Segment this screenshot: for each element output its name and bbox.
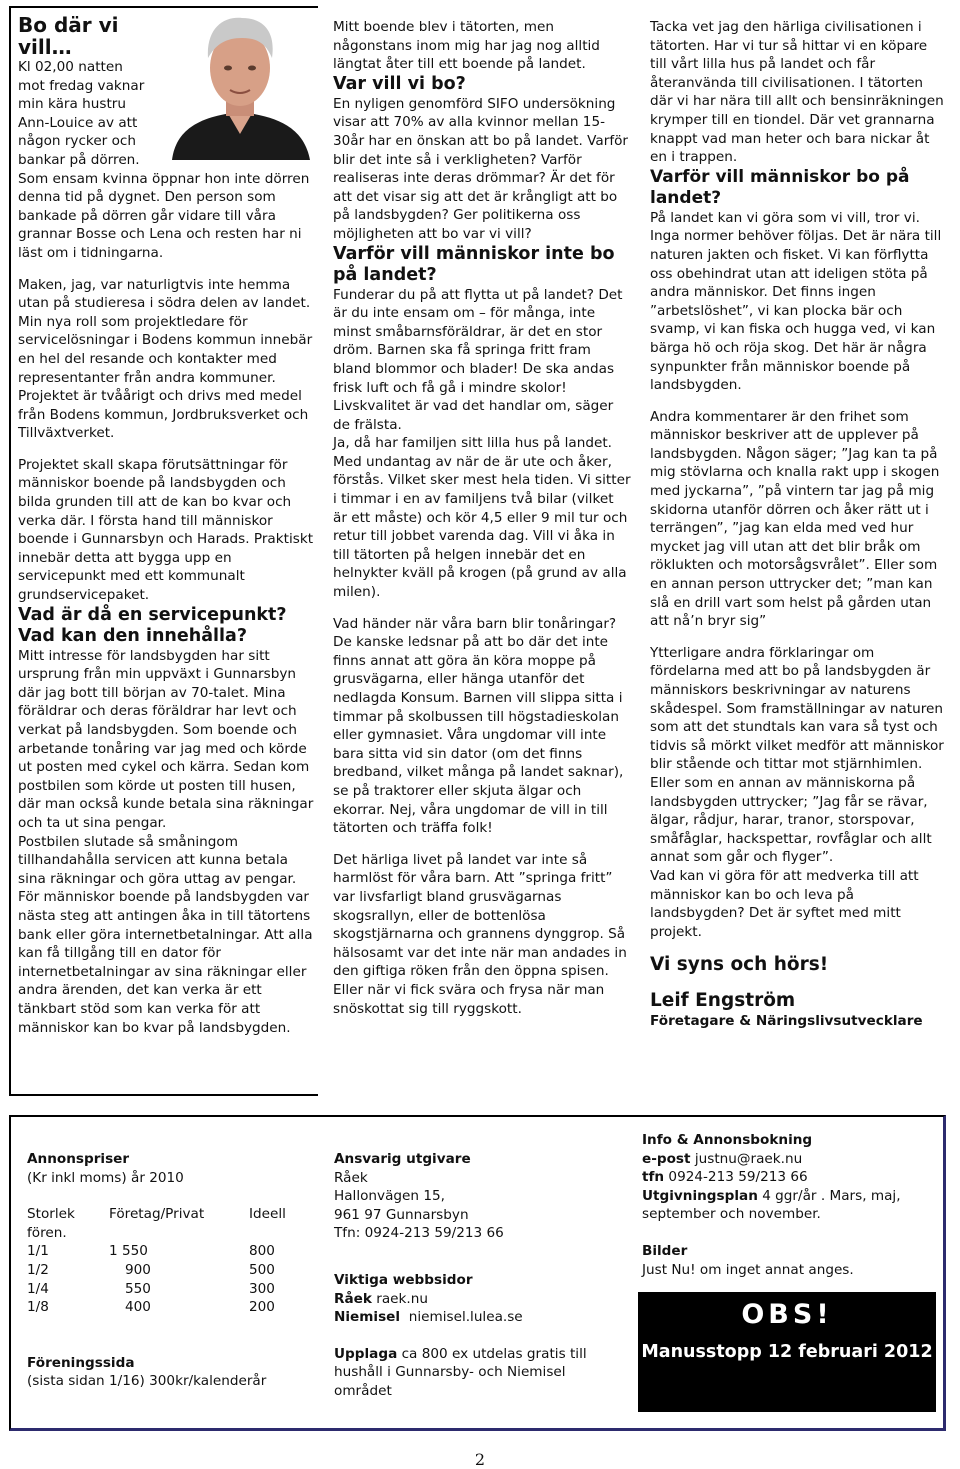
signoff: Vi syns och hörs!	[650, 954, 829, 976]
ad-prices	[27, 1150, 317, 1391]
intro-line: mot fredag vaknar	[18, 77, 145, 94]
table-row	[27, 1242, 286, 1261]
paragraph: Mitt intresse för landsbygden har sitt ursprung från min uppväxt i Gunnarsbyn där jag bott till början av 70-talet. Mina föräldrar och deras föräldrar har levt och verkat på landsbygden. Som boende och arbetande tonåring var jag med och körde ut posten med cykel och kärra. Sedan kom postbilen som körde ut posten till husen, där man också kunde betala sina räkningar och ta ut sina pengar.	[18, 647, 314, 831]
publisher-info	[334, 1150, 624, 1401]
table-header: Storlek	[27, 1206, 75, 1223]
prices-title: Annonspriser	[27, 1151, 130, 1167]
paragraph: En nyligen genomförd SIFO undersökning visar att 70% av alla kvinnor mellan 15-30år har en önskan att bo på landet. Varför blir det inte så i verkligheten? Varför realiseras inte deras drömmar? Är det för att det visar sig att det är krångligt att bo på landsbygden? Ger politikerna oss möjligheten att bo var vi vill?	[333, 95, 629, 242]
plan-value: 4 ggr/år . Mars, maj, september och november.	[642, 1187, 901, 1223]
table-cell: 1/1	[27, 1243, 49, 1260]
table-header: fören.	[27, 1224, 67, 1241]
paragraph: Tacka vet jag den härliga civilisationen i tätorten. Har vi tur så hittar vi en köpare till vårt lilla hus på landet och får återanvända till civilisationen. I tätorten där vi har nära till allt och bensinräkningen krymper till en tiondel. Där vet grannarna knappt vad man heter och bara nickar åt en i trappen.	[650, 19, 944, 166]
paragraph: Ytterligare andra förklaringar om fördelarna med att bo på landsbygden är människors beskrivningar av naturens skådespel. Som framställningar av naturen som att det stundtals kan vara så tyst och tidvis så mörkt vilket medför att människor blir stående och tittar mot stjärnhimlen. Eller som en annan av människorna på landsbygden uttrycker; ”Jag får se rävar, älgar, rådjur, harar, tranor, storspovar, småfåglar, hackspettar, rovfåglar och allt annat som går och flyger”.	[650, 644, 944, 866]
table-cell: 1 550	[109, 1243, 148, 1260]
section-heading: Varför vill människor bo på landet?	[650, 166, 910, 208]
obs-text: Manusstopp 12 februari 2012	[641, 1342, 933, 1362]
website-link[interactable]: niemisel.lulea.se	[408, 1309, 523, 1326]
table-header-row	[27, 1205, 286, 1224]
section-heading: Var vill vi bo?	[333, 73, 466, 94]
table-cell: 1/2	[27, 1261, 49, 1278]
table-cell: 900	[125, 1261, 151, 1278]
paragraph: Funderar du på att flytta ut på landet? Det är du inte ensam om – för många, inte minst småbarnsföräldrar, är det en stor dröm. Barnen ska få springa fritt fram bland blommor och blader! De ska andas frisk luft och få gå i mindre skolor! Livskvalitet är vad det handlar om, säger de frälsta.	[333, 286, 623, 433]
paragraph: Vad händer när våra barn blir tonåringar? De kanske ledsnar på att bo där det inte finns annat att göra än köra moppe på grusvägarna, eller hänga utanför det nedlagda Konsum. Barnen vill slippa sitta i timmar på skolbussen till högstadieskolan eller gymnasiet. Våra ungdomar vill inte bara sitta vid sin dator (om det finns bredband, vilket många på landet saknar), se på traktorer eller skjuta älgar och ekorrar. Nej, våra ungdomar de vill in till tätorten och träffa folk!	[333, 615, 624, 837]
paragraph: Som ensam kvinna öppnar hon inte dörren denna tid på dygnet. Den person som bankade på dörren går vidare till våra grannar Bosse och Lena och resten har ni läst om i tidningarna.	[18, 170, 310, 261]
paragraph: Maken, jag, var naturligtvis inte hemma utan på studieresa i södra delen av landet. Min nya roll som projektledare för servicelösningar i Bodens kommun innebär en hel del resande och kontakter med representanter från andra kommuner. Projektet är tvåårigt och drivs med medel från Bodens kommun, Jordbruksverket och Tillväxtverket.	[18, 276, 313, 442]
website-link[interactable]: raek.nu	[376, 1290, 428, 1307]
table-cell: 1/8	[27, 1299, 49, 1316]
paragraph: Andra kommentarer är den frihet som människor beskriver att de upplever på landsbygden. Någon säger; ”Jag kan ta på mig stövlarna och knalla rakt upp i skogen med jyckarna”, ”på vintern tar jag på mig skidorna utanför dörren och åker rätt ut i terrängen”, ”jag kan elda med ved hur mycket jag vill utan att det blir bråk om röklukten och motorsågsvrålet”. Eller som en annan person uttrycker det; ”man kan slå en drill vart som helst på gården utan att nå’n bryr sig”	[650, 408, 940, 630]
author-role: Företagare & Näringslivsutvecklare	[650, 1013, 923, 1030]
info-title: Info & Annonsbokning	[642, 1132, 813, 1148]
price-table	[27, 1205, 286, 1317]
table-header: Ideell	[249, 1206, 286, 1223]
publisher-title: Ansvarig utgivare	[334, 1151, 471, 1167]
forening-title: Föreningssida	[27, 1354, 135, 1371]
intro-line: någon rycker och	[18, 133, 137, 150]
website-label: Råek	[334, 1290, 372, 1307]
intro-line: bankar på dörren.	[18, 151, 140, 168]
paragraph: Vad kan vi göra för att medverka till att människor kan bo och leva på landsbygden? Det är syftet med mitt projekt.	[650, 867, 919, 940]
images-text: Just Nu! om inget annat anges.	[642, 1261, 854, 1278]
phone-row	[642, 1168, 942, 1187]
table-cell: 550	[125, 1280, 151, 1297]
paragraph: Det härliga livet på landet var inte så harmlöst för våra barn. Att ”springa fritt” var livsfarligt bland grusvägarnas skogsrallyn, eller de bottenlösa skogstjärnarna och grannens dynggrop. Så hälsosamt var det inte när man andades in den giftiga röken från den öppna spisen. Eller när vi fick svära och frysa när man snöskottat sig till ryggskott.	[333, 851, 627, 1017]
booking-info	[642, 1131, 942, 1279]
page-number: 2	[474, 1450, 486, 1469]
upplaga-body: ca 800 ex utdelas gratis till hushåll i Gunnarsby- och Niemisel området	[334, 1345, 587, 1399]
table-header: Företag/Privat	[109, 1206, 205, 1223]
table-row	[27, 1298, 286, 1317]
intro-line: Kl 02,00 natten	[18, 59, 123, 75]
intro-line: Ann-Louice av att	[18, 114, 138, 131]
upplaga-label: Upplaga	[334, 1345, 398, 1362]
obs-notice	[638, 1292, 936, 1412]
websites-title: Viktiga webbsidor	[334, 1271, 473, 1288]
column-2	[333, 18, 631, 1031]
table-cell: 400	[125, 1299, 151, 1316]
plan-label: Utgivningsplan	[642, 1187, 758, 1204]
phone-label: tfn	[642, 1169, 665, 1186]
publisher-line: Tfn: 0924-213 59/213 66	[334, 1225, 504, 1242]
section-heading: Varför vill människor inte bo på landet?	[333, 243, 615, 285]
plan-row	[642, 1187, 942, 1224]
paragraph: På landet kan vi göra som vi vill, tror vi. Inga normer behöver följas. Det är nära till naturen jakten och fisket. Vi kan förflytta oss obehindrat utan att ideligen stöta på andra människor. Det finns ingen ”arbetslöshet”, vi kan plocka bär och svamp, vi kan fiska och hugga ved, vi kan bärga hö och röja skog. Det här är några synpunkter från människor boende på landsbygden.	[650, 209, 942, 394]
email-label: e-post	[642, 1150, 691, 1167]
website-row	[334, 1308, 624, 1327]
table-cell: 500	[249, 1261, 275, 1278]
prices-subtitle: (Kr inkl moms) år 2010	[27, 1169, 184, 1186]
publisher-line: Hallonvägen 15,	[334, 1188, 445, 1205]
table-row	[27, 1280, 286, 1299]
article-title: Bo där vi vill…	[18, 13, 119, 59]
table-cell: 300	[249, 1280, 275, 1297]
paragraph: Postbilen slutade så småningom tillhandahålla servicen att kunna betala sina räkningar och göra uttag av pengar. För människor boende på landsbygden var nästa steg att antingen åka in till tätortens bank eller göra internetbetalningar. Att alla kan få tillgång till en dator för internetbetalningar av sina räkningar eller andra ärenden, det kan verka är ett tänkbart stöd som kan verka för att människor kan bo kvar på landsbygden.	[18, 833, 313, 1036]
email-row	[642, 1150, 942, 1169]
publisher-line: Råek	[334, 1169, 368, 1186]
table-header-row	[27, 1224, 286, 1243]
publisher-line: 961 97 Gunnarsbyn	[334, 1206, 469, 1223]
email-link[interactable]: justnu@raek.nu	[694, 1150, 803, 1167]
section-heading: Vad är då en servicepunkt? Vad kan den innehålla?	[18, 604, 287, 646]
paragraph: Projektet skall skapa förutsättningar för människor boende på landsbygden och bilda grunden till att de kan bo kvar och verka där. I första hand till människor boende i Gunnarsbyn och Harads. Praktiskt innebär detta att bygga upp en servicepunkt med ett kommunalt grundservicepaket.	[18, 456, 314, 604]
intro-lines	[18, 58, 316, 170]
phone-value: 0924-213 59/213 66	[668, 1169, 808, 1186]
paragraph: Mitt boende blev i tätorten, men någonstans inom mig har jag nog alltid längtat åter till ett boende på landet.	[333, 19, 600, 73]
website-label: Niemisel	[334, 1309, 401, 1326]
forening-text: (sista sidan 1/16) 300kr/kalenderår	[27, 1373, 267, 1390]
table-cell: 200	[249, 1299, 275, 1316]
table-cell: 800	[249, 1243, 275, 1260]
table-cell: 1/4	[27, 1280, 49, 1297]
table-row	[27, 1261, 286, 1280]
author-name: Leif Engström	[650, 990, 796, 1012]
images-title: Bilder	[642, 1242, 688, 1259]
website-row	[334, 1290, 624, 1309]
intro-line: min kära hustru	[18, 96, 127, 113]
upplaga-text	[334, 1345, 624, 1401]
paragraph: Ja, då har familjen sitt lilla hus på landet. Med undantag av när de är ute och åker, förstås. Vilket sker mest hela tiden. Vi sitter i timmar i en av familjens två bilar (vilket är ett måste) och kör 4,5 eller 9 mil tur och retur till jobbet varenda dag. Vill vi åka in till tätorten på helgen innebär det en helnykter kväll på krogen (på grund av alla milen).	[333, 435, 631, 601]
column-1	[18, 14, 316, 1037]
column-3	[650, 18, 946, 1031]
obs-title: OBS!	[741, 1299, 833, 1330]
